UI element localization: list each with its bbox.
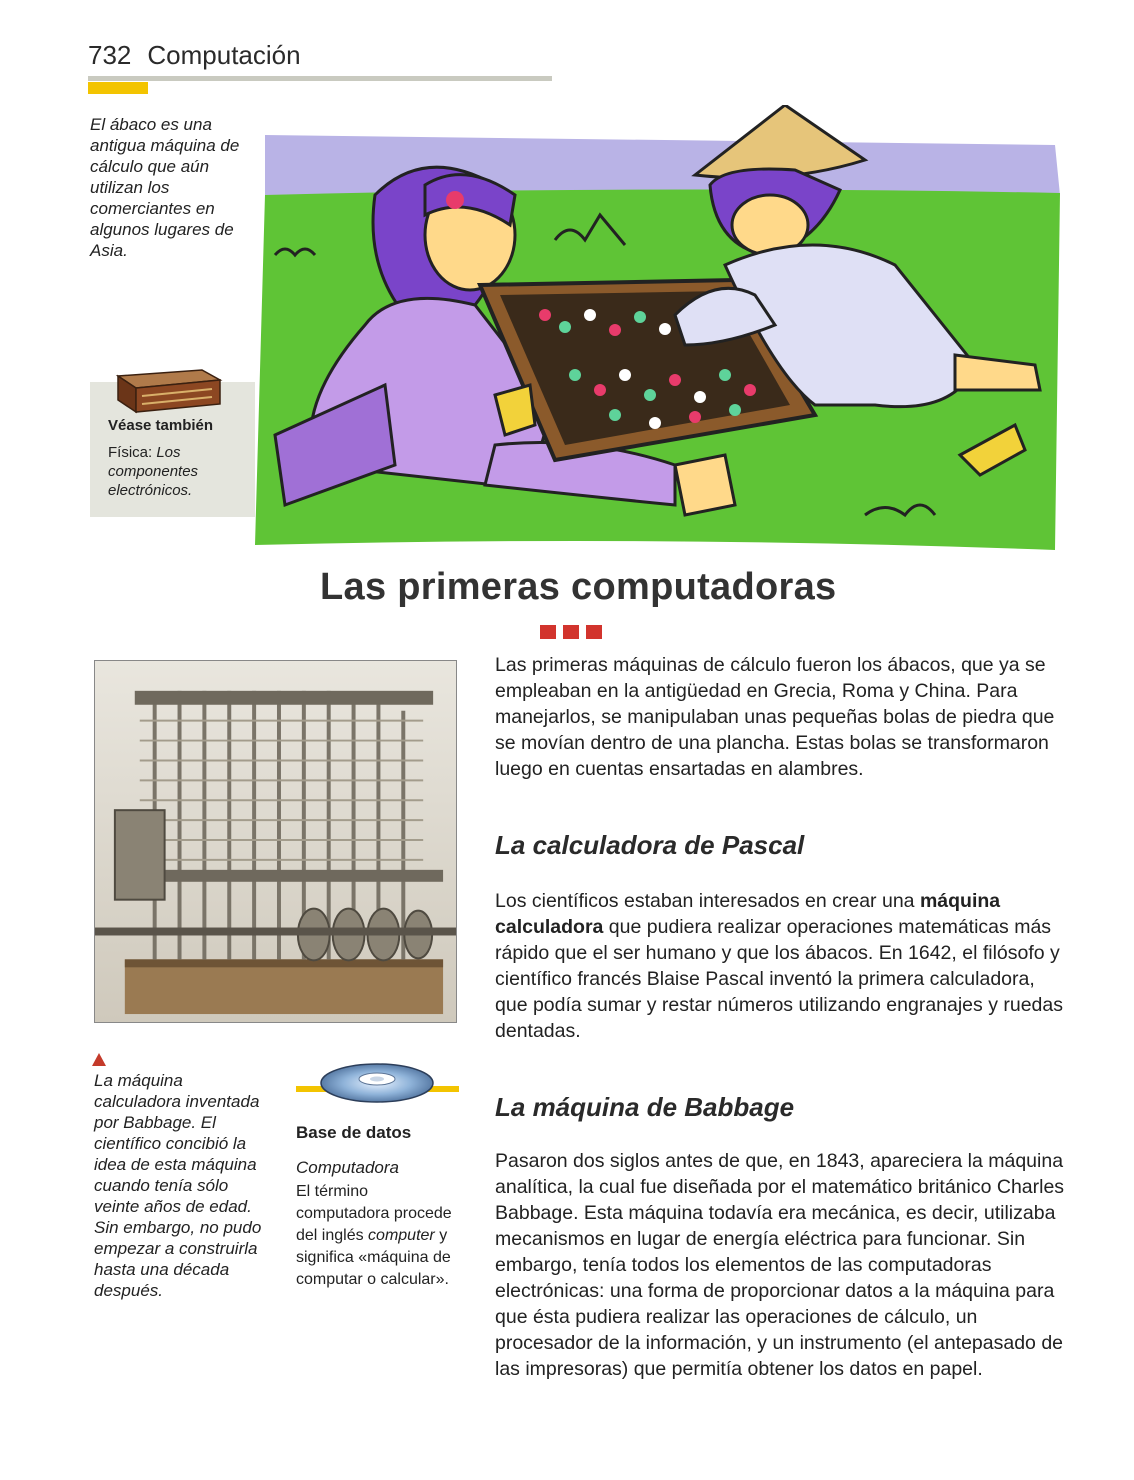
pascal-text-after: que pudiera realizar operaciones matemáticas más rápido que el ser humano y que los ábacos. En 1642, el filósofo y científico francés Blaise Pascal inventó la primera calculadora, que podía sumar y restar números utilizando engranajes y ruedas dentadas. xyxy=(495,916,1063,1042)
abacus-caption: El ábaco es una antigua máquina de cálculo que aún utilizan los comerciantes en algunos lugares de Asia. xyxy=(90,115,240,260)
abacus-illustration xyxy=(255,105,1060,553)
babbage-machine-photo xyxy=(94,660,457,1023)
see-also-prefix: Física: xyxy=(108,444,157,461)
database-english-word: computer xyxy=(368,1227,435,1244)
title-ornament xyxy=(540,625,602,639)
database-text-after: y significa «máquina de computar o calcular». xyxy=(296,1227,451,1288)
pascal-paragraph xyxy=(495,888,1065,1044)
babbage-caption: La máquina calculadora inventada por Babbage. El científico concibió la idea de esta máquina cuando tenía sólo veinte años de edad. Sin embargo, no pudo empezar a construirla hasta una década después. xyxy=(94,1071,262,1300)
babbage-paragraph: Pasaron dos siglos antes de que, en 1843, apareciera la máquina analítica, la cual fue diseñada por el matemático británico Charles Babbage. Esta máquina todavía era mecánica, es decir, utilizaba mecanismos en lugar de energía eléctrica para funcionar. Sin embargo, tenía todos los elementos de las computadoras electrónicas: una forma de proporcionar datos a la máquina para que ésta pudiera realizar las operaciones de cálculo, un procesador de la información, y un instrumento (el antepasado de las impresoras) que permitía obtener los datos en papel. xyxy=(495,1150,1065,1380)
pascal-bold-term: máquina calculadora xyxy=(495,890,1001,938)
database-title: Base de datos xyxy=(296,1123,412,1142)
page-number: 732 xyxy=(88,40,132,70)
header-accent-bar xyxy=(88,82,148,94)
see-also-title: Véase también xyxy=(108,417,214,434)
main-title: Las primeras computadoras xyxy=(320,566,837,608)
section-title: Computación xyxy=(147,40,301,70)
pascal-text-before: Los científicos estaban interesados en crear una xyxy=(495,890,920,912)
database-text xyxy=(296,1181,456,1291)
pascal-heading: La calculadora de Pascal xyxy=(495,830,805,860)
page-header xyxy=(88,40,301,71)
header-rule xyxy=(88,76,552,81)
babbage-heading: La máquina de Babbage xyxy=(495,1092,795,1122)
see-also-text xyxy=(108,443,248,500)
cd-icon xyxy=(318,1062,436,1104)
intro-paragraph: Las primeras máquinas de cálculo fueron los ábacos, que ya se empleaban en la antigüedad en Grecia, Roma y China. Para manejarlos, se manipulaban unas pequeñas bolas de piedra que se movían dentro de una plancha. Estas bolas se transformaron luego en cuentas ensartadas en alambres. xyxy=(495,654,1055,780)
see-also-topic: Los componentes electrónicos. xyxy=(108,444,199,499)
database-text-before: El término computadora procede del inglés xyxy=(296,1183,452,1244)
book-icon xyxy=(112,366,224,416)
database-term: Computadora xyxy=(296,1158,400,1177)
caption-marker-icon xyxy=(92,1053,106,1066)
